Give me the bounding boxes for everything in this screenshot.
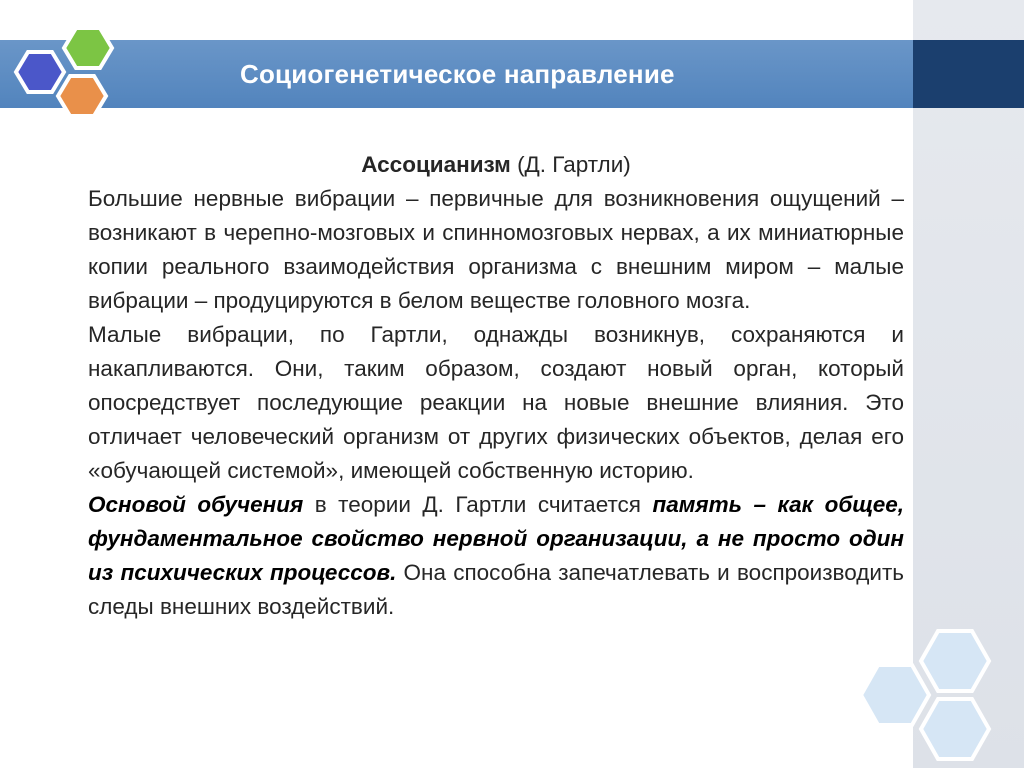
decorative-hexagons-icon — [855, 625, 1015, 768]
deco-hexagon-top — [921, 631, 989, 691]
heading-bold: Ассоцианизм — [361, 152, 511, 177]
para3-text-1: в теории Д. Гартли считается — [303, 492, 653, 517]
green-hexagon — [64, 28, 112, 68]
content-heading — [88, 148, 904, 182]
slide-title: Социогенетическое направление — [240, 59, 675, 89]
orange-hexagon — [58, 76, 106, 116]
title-bar-accent — [913, 40, 1024, 108]
hexagon-logo-icon — [12, 22, 122, 126]
para3-bold-2: память – как общее, фундаментальное свойство нервной организации, а не просто один из психических процессов. — [88, 492, 905, 585]
deco-hexagon-bottom — [921, 699, 989, 759]
paragraph-1: Большие нервные вибрации – первичные для возникновения ощущений – возникают в черепно-мозговых и спинномозговых нервах, а их миниатюрные копии реального взаимодействия организма с внешним миром – малые вибрации – продуцируются в белом веществе головного мозга. — [88, 186, 904, 313]
para3-bold-1: Основой обучения — [88, 492, 304, 517]
heading-rest: (Д. Гартли) — [510, 152, 631, 177]
blue-hexagon — [16, 52, 64, 92]
slide-content — [88, 148, 904, 624]
paragraph-2: Малые вибрации, по Гартли, однажды возникнув, сохраняются и накапливаются. Они, таким образом, создают новый орган, который опосредствует последующие реакции на новые внешние влияния. Это отличает человеческий организм от других физических объектов, делая его «обучающей системой», имеющей собственную историю. — [88, 322, 904, 483]
paragraph-3 — [88, 488, 904, 624]
para3-text-2: Она способна запечатлевать и воспроизводить следы внешних воздействий. — [88, 560, 904, 619]
deco-hexagon-left — [861, 665, 929, 725]
